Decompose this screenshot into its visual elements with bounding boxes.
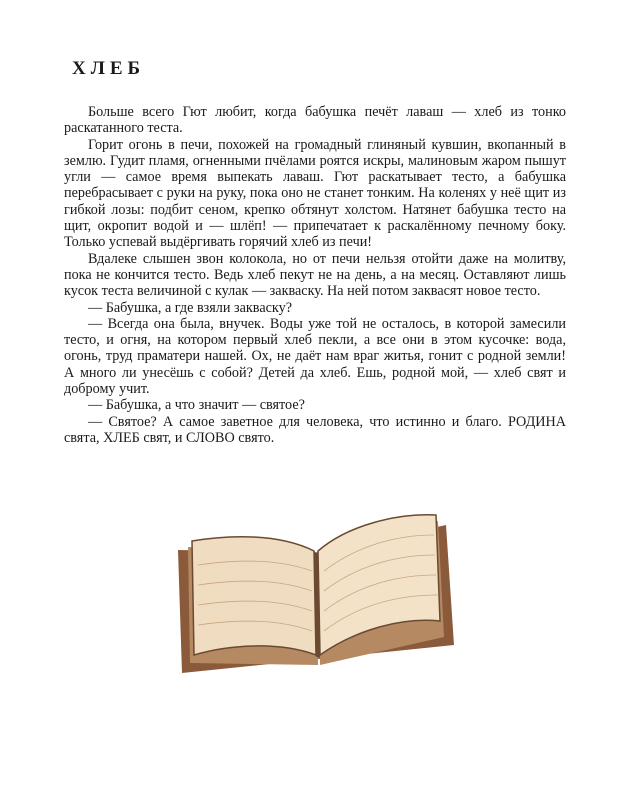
paragraph: — Всегда она была, внучек. Воды уже той не осталось, в которой замесили тесто, и огня, на котором первый хлеб пекли, а все они в этом кусочке: вода, огонь, труд праматери нашей. Ох, не даёт нам враг житья, гонит с родной земли! А много ли унесёшь с собой? Детей да хлеб. Ешь, родной мой, — хлеб свят и доброму учит. bbox=[64, 315, 566, 398]
paragraph: — Святое? А самое заветное для человека, что истинно и благо. РОДИНА свята, ХЛЕБ свят, и СЛОВО свято. bbox=[64, 413, 566, 446]
story-text bbox=[64, 104, 566, 446]
open-book-icon bbox=[168, 505, 458, 685]
paragraph: Вдалеке слышен звон колокола, но от печи нельзя отойти даже на молитву, пока не кончится тесто. Ведь хлеб пекут не на день, а на месяц. Оставляют лишь кусок теста величиной с кулак — закваску. На ней потом заквасят новое тесто. bbox=[64, 250, 566, 300]
paragraph: — Бабушка, а где взяли закваску? bbox=[88, 299, 292, 316]
paragraph: Горит огонь в печи, похожей на громадный глиняный кувшин, вкопанный в землю. Гудит пламя, огненными пчёлами роятся искры, малиновым жаром пышут угли — самое время выпекать лаваш. Гют раскатывает тесто, а бабушка перебрасывает с руки на руку, пока оно не станет тонким. На коленях у неё щит из гибкой лозы: подбит сеном, крепко обтянут холстом. Натянет бабушка тесто на щит, окропит водой и — шлёп! — припечатает к раскалённому печному боку. Только успевай выдёргивать горячий хлеб из печи! bbox=[64, 136, 566, 251]
paragraph: — Бабушка, а что значит — святое? bbox=[88, 397, 305, 414]
page-title: ХЛЕБ bbox=[72, 58, 146, 79]
paragraph: Больше всего Гют любит, когда бабушка печёт лаваш — хлеб из тонко раскатанного теста. bbox=[64, 104, 566, 137]
